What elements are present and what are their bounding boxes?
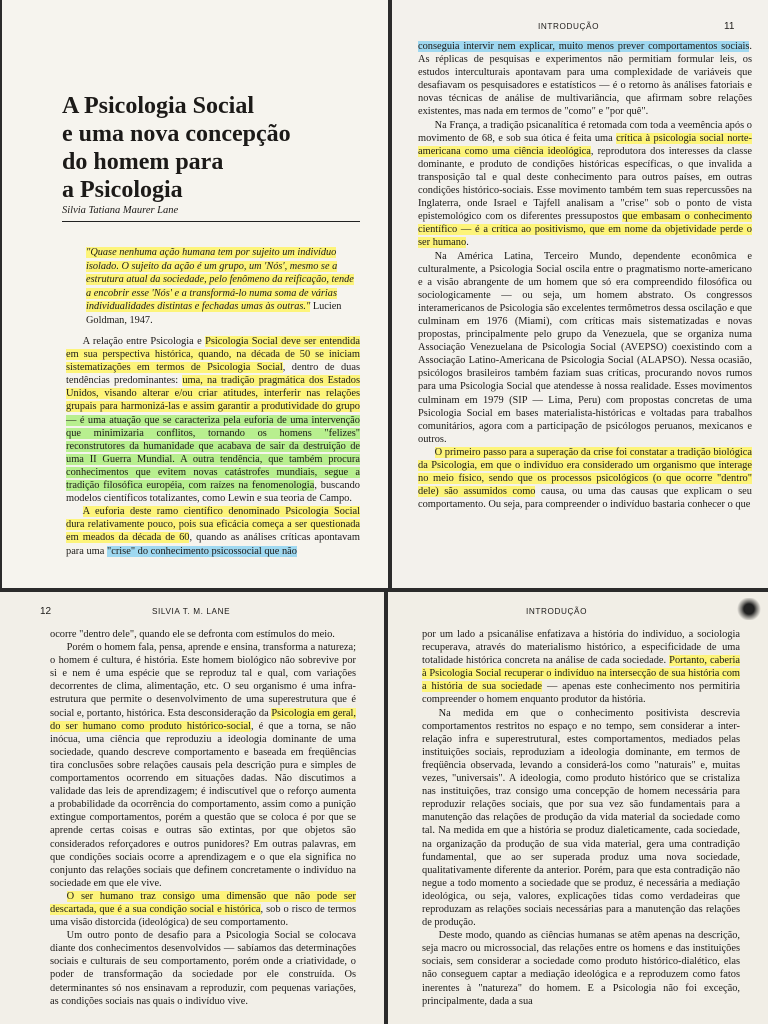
running-head: INTRODUÇÃO xyxy=(526,607,588,616)
highlighted-text: A euforia deste ramo científico denominado Psicologia Social dura relativamente pouco, pois sua eficácia começa a ser questionada em meados da década de 60 xyxy=(66,506,360,544)
text-run: , quando as análises críticas apontavam para uma xyxy=(66,532,361,557)
paragraph xyxy=(418,40,752,119)
paragraph: Na América Latina, Terceiro Mundo, dependente econômica e culturalmente, a Psicologia Social oscila entre o pragmatismo norte-americano e a visão abrangente de um homem que só era compreendido filosófica ou sociologicamente — ou seja, um homem abstrato. Os congressos interamericanos de Psicologia são excelentes termômetros dessa oscilação e que culminam em 1976 (Miami), com críticas mais sistematizadas e novas propostas, principalmente pelo grupo da Venezuela, que se organiza numa Associação Venezuelana de Psicologia Social (AVEPSO) coexistindo com a Associação Latino-Americana de Psicologia Social (ALAPSO). Nessa ocasião, psicólogos brasileiros também faziam suas críticas, procurando novos rumos para uma Psicologia Social que atendesse à nossa realidade. Esses movimentos culminam em 1979 (SIP — Lima, Peru) com propostas concretas de uma Psicologia Social em bases materialista-históricas e voltadas para trabalhos comunitários, agora com a participação de psicólogos peruanos, mexicanos e outros. xyxy=(418,250,752,445)
page-number: 11 xyxy=(724,21,735,32)
highlighted-text: conseguia intervir nem explicar, muito menos prever comportamentos sociais xyxy=(418,41,750,52)
epigraph-source: Lucien Goldman, 1947. xyxy=(86,301,342,326)
paragraph: Deste modo, quando as ciências humanas se atêm apenas na descrição, seja macro ou microssocial, das relações entre os homens e das instituições sociais, sem considerar a sociedade como produto histórico-dialético, elas não conseguem captar a mediação ideológica e a reproduzem como fatos inerentes à "natureza" do homem. E a Psicologia não foi exceção, principalmente, dada a sua xyxy=(422,930,740,1007)
text-run: A relação entre Psicologia e xyxy=(82,336,206,347)
paragraph: Na medida em que o conhecimento positivista descrevia comportamentos restritos no espaço e no tempo, sem considerar a inter-relação infra e superestrutural, estes comportamentos, mediados pelas instituições sociais, reproduziam a ideologia dominante, em termos de freqüência observada, levando a considerá-los como "naturais" e, muitas vezes, "universais". A ideologia, como produto histórico que se cristaliza nas instituições, traz consigo uma concepção de homem necessária para reproduzir relações sociais, que por sua vez são fundamentais para a manutenção das relações de produção da vida material da sociedade como tal. Na medida em que a história se produz dialeticamente, cada sociedade, na organização da produção de sua vida material, gera uma contradição fundamental, que ao ser superada produz uma nova sociedade, qualitativamente diferente da anterior. Porém, para que esta contradição não negue a todo momento a sociedade que se produz, é necessária a mediação ideológica, ou seja, valores, explicações tidas como verdadeiras que reproduzam as relações sociais necessárias para a manutenção das relações de produção. xyxy=(422,707,740,929)
highlighted-text: O primeiro passo para a superação da crise foi constatar a tradição biológica da Psicologia, em que o indivíduo era considerado um organismo que interage no meio físico, sendo que os processos psicológicos (o que ocorre "dentro" dele) são assumidos como xyxy=(418,446,752,498)
paragraph xyxy=(418,119,752,250)
author-name: Silvia Tatiana Maurer Lane xyxy=(62,205,179,216)
highlighted-text: Portanto, caberia à Psicologia Social recuperar o indivíduo na intersecção de sua história com a história de sua sociedade xyxy=(422,655,740,693)
title-line: do homem para xyxy=(62,149,224,175)
text-run: Porém o homem fala, pensa, aprende e ensina, transforma a natureza; o homem é cultura, é história. Este homem biológico não sobrevive por si e nem é uma espécie que se reproduz tal e qual, com variações decorrentes de clima, alimentação, etc. O seu organismo é uma infra-estrutura que permite o desenvolvimento de uma superestrutura que é social e, portanto, histórica. Esta desconsideração da xyxy=(50,642,356,719)
page-number: 12 xyxy=(40,606,52,617)
text-run: , dentro de duas tendências predominantes: xyxy=(66,362,360,387)
highlighted-text: — é uma atuação que se caracteriza pela euforia de uma intervenção que minimizaria conflitos, tornando os homens "felizes" reconstrutores da humanidade que acabava de sair da destruição de uma II Guerra Mundial. A outra tendência, que também procura conhecimentos que evitem novas catástrofes mundiais, segue a tradição filosófica européia, com raízes na fenomenologia xyxy=(66,414,360,492)
text-run: — apenas este conhecimento nos permitiria compreender o homem enquanto produtor da história. xyxy=(422,681,740,706)
epigraph xyxy=(86,246,356,328)
highlighted-text: uma, na tradição pragmática dos Estados Unidos, visando alterar e/ou criar atitudes, interferir nas relações grupais para harmonizá-las e assim garantir a produtividade do grupo xyxy=(66,375,361,413)
highlighted-text: O ser humano traz consigo uma dimensão que não pode ser descartada, que é a sua condição social e histórica xyxy=(50,890,356,915)
paragraph xyxy=(66,505,360,557)
book-page-11 xyxy=(392,0,768,588)
title-divider xyxy=(62,221,360,222)
highlighted-text: crítica à psicologia social norte-americana como uma ciência ideológica xyxy=(418,132,753,157)
text-run: , reprodutora dos interesses da classe dominante, e produto de condições históricas específicas, o que invalida a transposição tal e qual deste conhecimento para outros países, em outras condições histórico-sociais. Esse movimento também tem suas repercussões na Inglaterra, onde Israel e Tajfell analisam a "crise" sob o ponto de vista epistemológico com os diferentes pressupostos xyxy=(418,145,752,223)
highlighted-text: "crise" do conhecimento psicossocial que não xyxy=(106,545,297,557)
paragraph xyxy=(50,890,356,929)
title-line: A Psicologia Social xyxy=(62,93,254,119)
running-head: INTRODUÇÃO xyxy=(538,22,600,31)
text-run: Na França, a tradição psicanalítica é retomada com toda a veemência após o movimento de 68, e sob sua ótica é feita uma xyxy=(418,119,752,144)
text-run: , é que a torna, se não inócua, uma ciência que reproduziu a ideologia dominante de uma sociedade, quando descreve comportamento e baseada em freqüências tira conclusões sobre relações causais pela descrição pura e simples de comportamentos ocorrendo em situações dadas. Não discutimos a validade das leis de aprendizagem; é indiscutível que o reforço aumenta a probabilidade da ocorrência do comportamento, assim como a punição extingue comportamentos, porém a questão que se coloca é por que se aprende certas coisas e outras são extintas, por que objetos são considerados reforçadores e outros punidores? Em outras palavras, em que condições sociais ocorre a aprendizagem e o que ela significa no conjunto das relações sociais que definem concretamente o indivíduo na sociedade em que ele vive. xyxy=(50,720,357,889)
book-page-opening xyxy=(2,0,388,588)
body-text xyxy=(418,40,752,511)
chapter-title xyxy=(62,92,291,204)
text-run: por um lado a psicanálise enfatizava a história do indivíduo, a sociologia recuperava, através do materialismo histórico, a especificidade de uma totalidade histórica concreta na análise de cada sociedade. xyxy=(422,629,740,667)
text-run: . xyxy=(466,237,469,249)
highlighted-text: Psicologia Social deve ser entendida em sua perspectiva histórica, quando, na década de 50 se iniciam sistematizações em termos de Psicologia Social xyxy=(66,336,360,374)
title-line: a Psicologia xyxy=(62,177,183,203)
text-run: , buscando modelos científicos totalizantes, como Lewin e sua teoria de Campo. xyxy=(66,480,360,505)
epigraph-quote: "Quase nenhuma ação humana tem por sujeito um indivíduo isolado. O sujeito da ação é um grupo, um 'Nós', mesmo se a estrutura atual da sociedade, pelo fenômeno da reificação, tende a encobrir esse 'Nós' e a transformá-lo numa soma de várias individualidades distintas e fechadas umas às outras." xyxy=(86,247,354,313)
text-run: . As réplicas de pesquisas e experimentos não permitiam formular leis, os estudos interculturais apontavam para uma complexidade de variáveis que desafiavam os pesquisadores e estatísticos — é o retorno às análises fatoriais e novas técnicas de análise de multivariância, que afirmam sobre relações existentes, mas nada em termos de "como" e "por quê". xyxy=(418,41,752,118)
book-page-12 xyxy=(0,592,384,1024)
paragraph xyxy=(50,641,356,890)
paragraph: ocorre "dentro dele", quando ele se defronta com estímulos do meio. xyxy=(50,629,335,640)
book-page-13 xyxy=(388,592,768,1024)
text-run: causa, ou uma das causas que explicam o seu comportamento. Ou seja, para compreender o indivíduo bastaria conhecer o que xyxy=(418,486,752,511)
running-head: SILVIA T. M. LANE xyxy=(152,607,231,616)
paragraph: Um outro ponto de desafio para a Psicologia Social se colocava diante dos conhecimentos desenvolvidos — sabíamos das determinações sociais e culturais de seu comportamento, porém onde a criatividade, o poder de transformação da sociedade por ele construída. Os determinantes só nos ensinavam a reproduzir, com pequenas variações, as condições sociais nas quais o indivíduo vive. xyxy=(50,930,356,1007)
highlighted-text: Psicologia em geral, do ser humano como produto histórico-social xyxy=(50,707,357,732)
title-line: e uma nova concepção xyxy=(62,121,291,147)
paragraph xyxy=(66,335,360,505)
body-text xyxy=(422,628,740,1008)
paragraph xyxy=(418,446,752,511)
body-text xyxy=(66,335,360,558)
body-text xyxy=(50,628,356,1008)
ink-spot xyxy=(736,598,762,620)
highlighted-text: que embasam o conhecimento científico — é a crítica ao positivismo, que em nome da objetividade perde o ser humano xyxy=(418,211,752,249)
text-run: , sob o risco de termos uma visão distorcida (ideológica) de seu comportamento. xyxy=(50,903,356,929)
paragraph xyxy=(422,628,740,707)
